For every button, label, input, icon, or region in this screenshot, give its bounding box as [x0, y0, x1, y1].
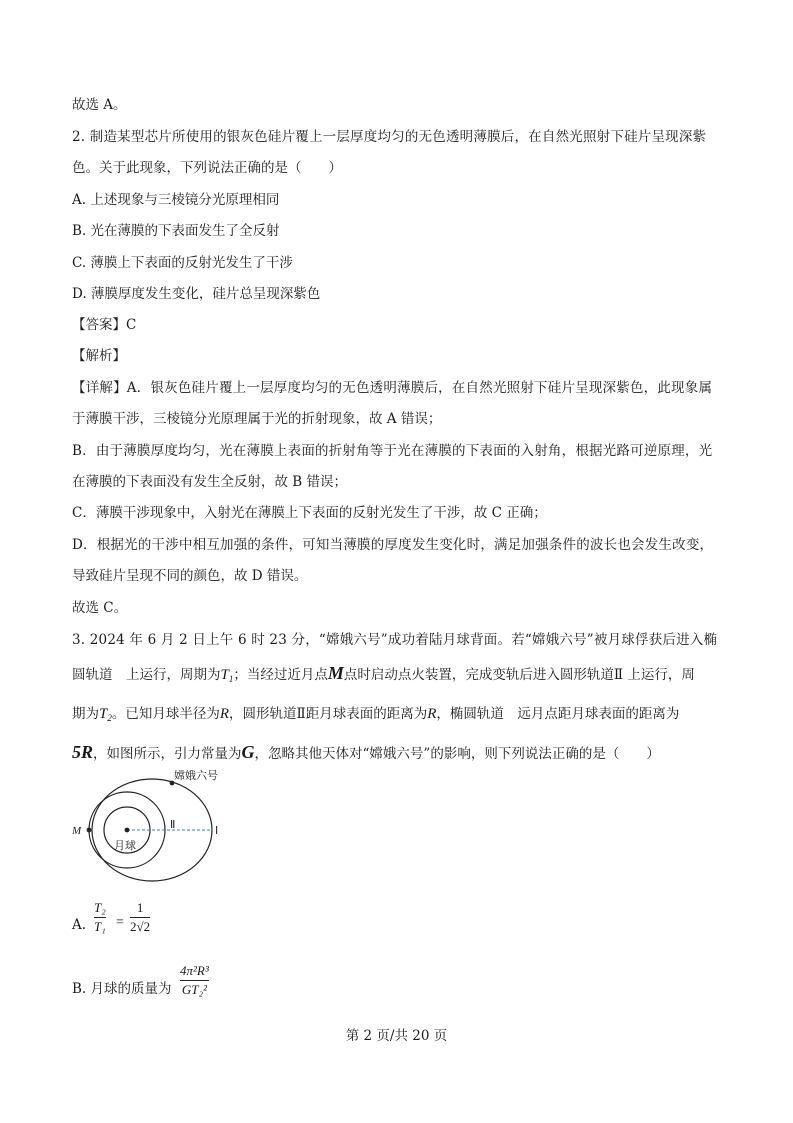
symbol-g: G — [241, 742, 255, 762]
question-2-stem-line-1: 2. 制造某型芯片所使用的银灰色硅片覆上一层厚度均匀的无色透明薄膜后，在自然光照射下硅片呈现深紫 — [72, 129, 707, 145]
q3-text: 圆轨道 上运行，周期为 — [72, 667, 221, 683]
question-2-stem-line-2: 色。关于此现象，下列说法正确的是（ ） — [72, 160, 342, 176]
option-a: A. 上述现象与三棱镜分光原理相同 — [72, 192, 280, 208]
symbol-t2: $T_2$ — [99, 706, 112, 723]
option-a-label: A. — [72, 917, 87, 933]
option-b: B. 光在薄膜的下表面发生了全反射 — [72, 223, 280, 239]
point-m-dot — [87, 828, 92, 833]
q3-text: ，如图所示，引力常量为 — [93, 746, 242, 762]
text-line-1: 故选 A。 — [72, 97, 127, 113]
q3-text: ，圆形轨道Ⅱ距月球表面的距离为 — [229, 706, 428, 722]
analysis-line-2: 于薄膜干涉，三棱镜分光原理属于光的折射现象，故 A 错误； — [72, 411, 442, 427]
analysis-line-5: C．薄膜干涉现象中，入射光在薄膜上下表面的反射光发生了干涉，故 C 正确； — [72, 505, 547, 521]
q3-text: ，忽略其他天体对“嫦娥六号”的影响，则下列说法正确的是（ ） — [254, 746, 660, 762]
option-a-fraction-lhs: T₂ T₁ — [94, 900, 106, 934]
analysis-line-4: 在薄膜的下表面没有发生全反射，故 B 错误； — [72, 474, 348, 490]
q3-text: ；当经过近月点 — [233, 667, 328, 683]
q3-text: 期为 — [72, 706, 99, 722]
analysis-line-1: 【详解】A．银灰色硅片覆上一层厚度均匀的无色透明薄膜后，在自然光照射下硅片呈现深紫色，此现象属 — [72, 380, 713, 396]
point-m-label: M — [72, 825, 82, 837]
symbol-t1: $T_1$ — [220, 667, 234, 684]
question-3-stem-line-3 — [72, 705, 679, 727]
option-b-fraction: 4π²R³ GT₂² — [180, 963, 209, 997]
text-line-choose-c: 故选 C。 — [72, 600, 128, 616]
analysis-line-7: 导致硅片呈现不同的颜色，故 D 错误。 — [72, 568, 308, 584]
question-3-stem-line-1: 3. 2024 年 6 月 2 日上午 6 时 23 分，“嫦娥六号”成功着陆月球背面。若“嫦娥六号”被月球俘获后进入椭 — [72, 632, 718, 648]
option-a-equals: = — [116, 915, 124, 930]
moon-label: 月球 — [114, 839, 136, 852]
option-c: C. 薄膜上下表面的反射光发生了干涉 — [72, 255, 293, 271]
orbit-ii-label: Ⅱ — [170, 819, 176, 831]
q3-text: ，椭圆轨道 远月点距月球表面的距离为 — [436, 706, 680, 722]
orbit-diagram — [70, 770, 230, 905]
symbol-5r: 5R — [72, 742, 94, 762]
probe-label: 嫦娥六号 — [174, 770, 218, 782]
question-3-stem-line-2 — [72, 664, 695, 688]
q3-text: 点时启动点火装置，完成变轨后进入圆形轨道Ⅱ 上运行，周 — [343, 667, 695, 683]
symbol-r: R — [219, 706, 230, 722]
option-a-fraction-rhs: 1 2√2 — [130, 900, 151, 934]
analysis-line-6: D．根据光的干涉中相互加强的条件，可知当薄膜的厚度发生变化时，满足加强条件的波长也会发生改变， — [72, 537, 714, 553]
question-3-stem-line-4 — [72, 743, 660, 763]
symbol-r: R — [427, 706, 437, 722]
analysis-line-3: B．由于薄膜厚度均匀，光在薄膜上表面的折射角等于光在薄膜的下表面的入射角，根据光路可逆原理，光 — [72, 443, 713, 459]
page-footer: 第 2 页/共 20 页 — [345, 1028, 448, 1044]
analysis-label: 【解析】 — [72, 348, 126, 364]
q3-text: 。已知月球半径为 — [111, 706, 220, 722]
option-d: D. 薄膜厚度发生变化，硅片总呈现深紫色 — [72, 286, 321, 302]
moon-center-dot — [125, 828, 130, 833]
symbol-m: M — [327, 663, 344, 683]
answer-label: 【答案】C — [72, 317, 137, 333]
option-b-label: B. 月球的质量为 — [72, 981, 172, 997]
orbit-i-label: Ⅰ — [215, 825, 219, 837]
